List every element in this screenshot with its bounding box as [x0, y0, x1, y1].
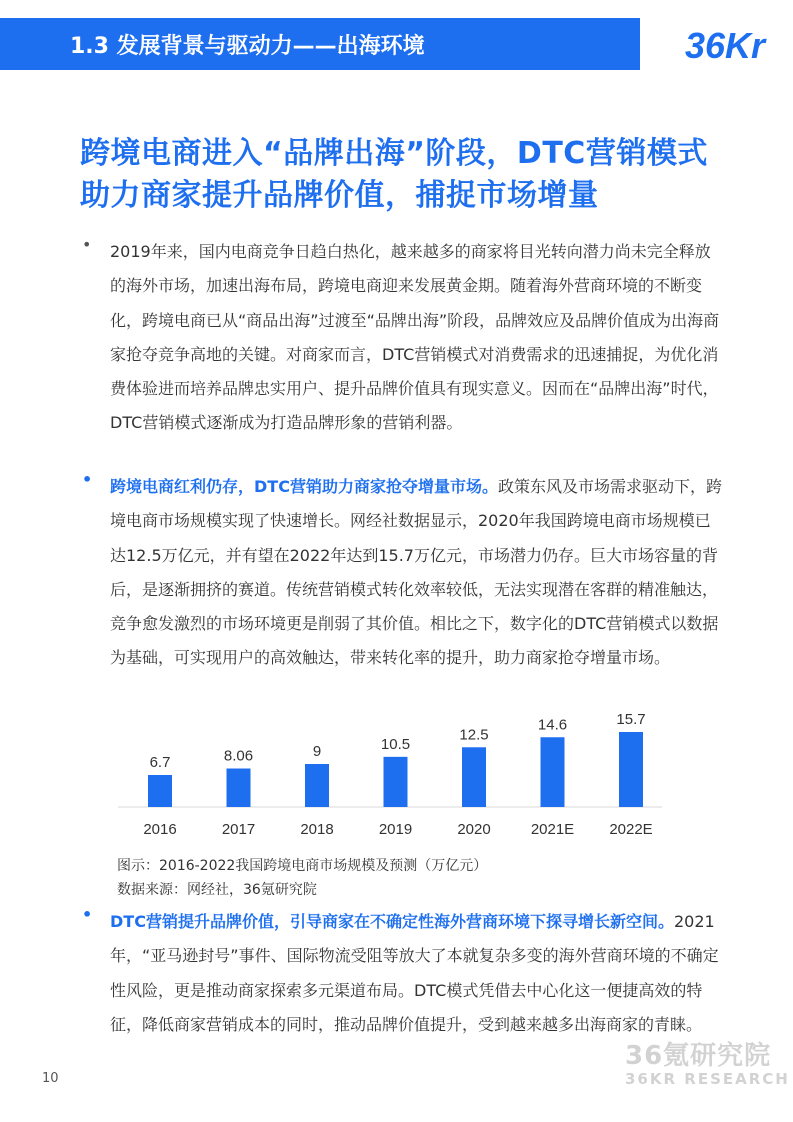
- value-label: 8.06: [223, 747, 254, 765]
- value-label: 12.5: [459, 726, 489, 744]
- paragraph-2-text: 政策东风及市场需求驱动下，跨境电商市场规模实现了快速增长。网经社数据显示，2020年我国跨境电商市场规模已达12.5万亿元，并有望在2022年达到15.7万亿元，市场潜力仍存。巨大市场容量的背后，是逐渐拥挤的赛道。传统营销模式转化效率较低，无法实现潜在客群的精准触达，竞争愈发激烈的市场环境更是削弱了其价值。相比之下，数字化的DTC营销模式以数据为基础，可实现用户的高效触达，带来转化率的提升，助力商家抢夺增量市场。: [110, 477, 722, 668]
- category-label: 2017: [221, 821, 256, 838]
- bar-2017: [227, 768, 251, 807]
- category-label: 2019: [378, 821, 413, 838]
- category-label: 2020: [457, 821, 491, 838]
- value-label: 14.6: [537, 716, 568, 734]
- bar-2022E: [619, 732, 643, 807]
- watermark-title: 36氪研究院: [625, 1041, 772, 1071]
- bar-2018: [305, 764, 329, 807]
- section-title: 1.3 发展背景与驱动力——出海环境: [70, 34, 425, 59]
- paragraph-3-highlight: DTC营销提升品牌价值，引导商家在不确定性海外营商环境下探寻增长新空间。: [110, 912, 674, 931]
- bullet-icon: •: [82, 235, 92, 254]
- paragraph-1: [110, 235, 725, 441]
- bar-2020: [462, 747, 486, 807]
- paragraph-2-highlight: 跨境电商红利仍存，DTC营销助力商家抢夺增量市场。: [110, 477, 498, 496]
- figure-caption: 图示：2016-2022我国跨境电商市场规模及预测（万亿元）: [117, 858, 488, 874]
- 36kr-logo: [685, 16, 780, 72]
- paragraph-2: [110, 470, 725, 676]
- value-label: 10.5: [380, 735, 411, 753]
- bar-2016: [148, 775, 172, 807]
- category-label: 2021E: [530, 821, 575, 838]
- category-label: 2018: [300, 821, 334, 838]
- watermark-subtitle: 36KR RESEARCH: [625, 1070, 790, 1088]
- paragraph-3: [110, 905, 725, 1042]
- paragraph-3-text: 2021年，“亚马逊封号”事件、国际物流受阻等放大了本就复杂多变的海外营商环境的不确定性风险，更是推动商家探索多元渠道布局。DTC模式凭借去中心化这一便捷高效的特征，降低商家营销成本的同时，推动品牌价值提升，受到越来越多出海商家的青睐。: [110, 912, 719, 1034]
- bullet-icon: •: [82, 470, 93, 489]
- category-label: 2022E: [609, 821, 653, 838]
- value-label: 15.7: [616, 711, 646, 728]
- market-size-bar-chart: [110, 700, 670, 855]
- page-headline: 跨境电商进入“品牌出海”阶段，DTC营销模式助力商家提升品牌价值，捕捉市场增量: [80, 136, 708, 213]
- watermark: [625, 1035, 790, 1088]
- bar-2019: [384, 757, 408, 807]
- value-label: 9: [312, 743, 322, 761]
- section-header-bar: [0, 18, 640, 70]
- paragraph-1-text: 2019年来，国内电商竞争日趋白热化，越来越多的商家将目光转向潜力尚未完全释放的海外市场，加速出海布局，跨境电商迎来发展黄金期。随着海外营商环境的不断变化，跨境电商已从“商品出海”过渡至“品牌出海”阶段，品牌效应及品牌价值成为出海商家抢夺竞争高地的关键。对商家而言，DTC营销模式对消费需求的迅速捕捉，为优化消费体验进而培养品牌忠实用户、提升品牌价值具有现实意义。因而在“品牌出海”时代，DTC营销模式逐渐成为打造品牌形象的营销利器。: [110, 242, 720, 433]
- category-label: 2016: [143, 821, 177, 838]
- bar-2021E: [541, 737, 565, 807]
- logo-text: 36Kr: [685, 25, 766, 66]
- page-number: 10: [42, 1071, 59, 1086]
- bullet-icon: •: [82, 905, 93, 924]
- value-label: 6.7: [149, 753, 171, 771]
- figure-source: 数据来源：网经社，36氪研究院: [117, 882, 317, 898]
